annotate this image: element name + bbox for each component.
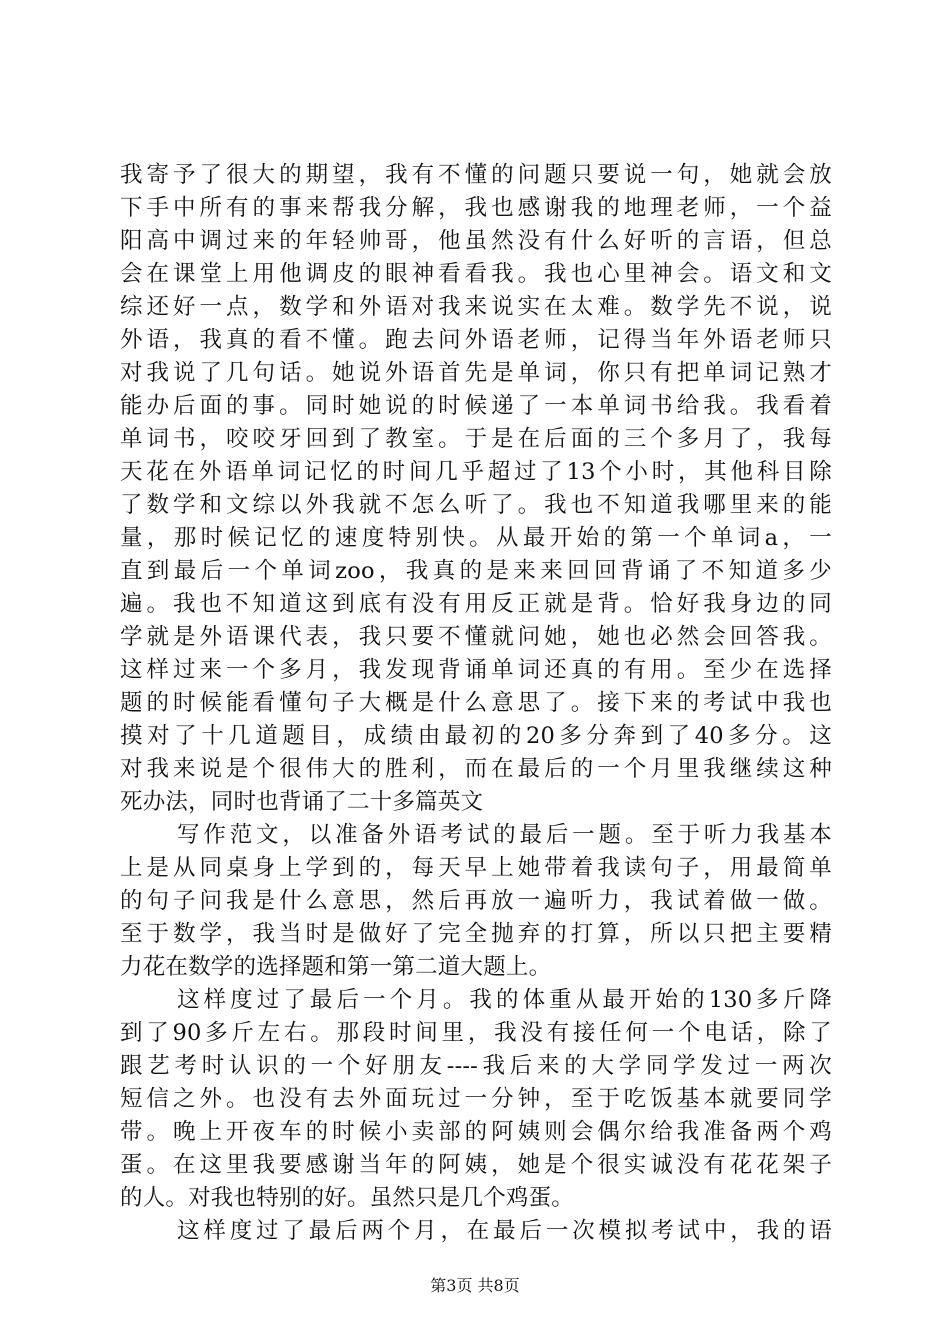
text-line: 量，那时候记忆的速度特别快。从最开始的第一个单词a，一 xyxy=(120,525,832,551)
text-line: 这样度过了最后两个月，在最后一次模拟考试中，我的语 xyxy=(177,1218,832,1244)
text-line: 蛋。在这里我要感谢当年的阿姨，她是个很实诚没有花花架子 xyxy=(120,1152,832,1178)
text-line: 至于数学，我当时是做好了完全抛弃的打算，所以只把主要精 xyxy=(120,921,832,947)
text-line: 写作范文，以准备外语考试的最后一题。至于听力我基本 xyxy=(177,822,832,848)
text-line: 的人。对我也特别的好。虽然只是几个鸡蛋。 xyxy=(120,1185,575,1211)
text-line: 能办后面的事。同时她说的时候递了一本单词书给我。我看着 xyxy=(120,393,832,419)
text-line: 到了90多斤左右。那段时间里，我没有接任何一个电话，除了 xyxy=(120,1020,832,1046)
text-line: 上是从同桌身上学到的，每天早上她带着我读句子，用最简单 xyxy=(120,855,832,881)
document-body xyxy=(120,159,832,1248)
text-line: 天花在外语单词记忆的时间几乎超过了13个小时，其他科目除 xyxy=(120,459,832,485)
text-line: 摸对了十几道题目，成绩由最初的20多分奔到了40多分。这 xyxy=(120,723,832,749)
text-line: 带。晚上开夜车的时候小卖部的阿姨则会偶尔给我准备两个鸡 xyxy=(120,1119,832,1145)
text-line: 学就是外语课代表，我只要不懂就问她，她也必然会回答我。 xyxy=(120,624,832,650)
text-line: 跟艺考时认识的一个好朋友----我后来的大学同学发过一两次 xyxy=(120,1053,832,1079)
text-line: 这样过来一个多月，我发现背诵单词还真的有用。至少在选择 xyxy=(120,657,832,683)
text-line: 题的时候能看懂句子大概是什么意思了。接下来的考试中我也 xyxy=(120,690,832,716)
text-line: 对我说了几句话。她说外语首先是单词，你只有把单词记熟才 xyxy=(120,360,832,386)
text-line: 阳高中调过来的年轻帅哥，他虽然没有什么好听的言语，但总 xyxy=(120,228,832,254)
text-line: 我寄予了很大的期望，我有不懂的问题只要说一句，她就会放 xyxy=(120,162,832,188)
text-line: 力花在数学的选择题和第一第二道大题上。 xyxy=(120,954,552,980)
text-line: 直到最后一个单词zoo，我真的是来来回回背诵了不知道多少 xyxy=(120,558,832,584)
text-line: 会在课堂上用他调皮的眼神看看我。我也心里神会。语文和文 xyxy=(120,261,832,287)
text-line: 遍。我也不知道这到底有没有用反正就是背。恰好我身边的同 xyxy=(120,591,832,617)
text-line: 外语，我真的看不懂。跑去问外语老师，记得当年外语老师只 xyxy=(120,327,832,353)
text-line: 下手中所有的事来帮我分解，我也感谢我的地理老师，一个益 xyxy=(120,195,832,221)
text-line: 了数学和文综以外我就不怎么听了。我也不知道我哪里来的能 xyxy=(120,492,832,518)
text-line: 对我来说是个很伟大的胜利，而在最后的一个月里我继续这种 xyxy=(120,756,832,782)
text-line: 的句子问我是什么意思，然后再放一遍听力，我试着做一做。 xyxy=(120,888,832,914)
text-line: 死办法，同时也背诵了二十多篇英文 xyxy=(120,789,484,815)
text-line: 单词书，咬咬牙回到了教室。于是在后面的三个多月了，我每 xyxy=(120,426,832,452)
text-line: 综还好一点，数学和外语对我来说实在太难。数学先不说，说 xyxy=(120,294,832,320)
page-footer: 第3页 共8页 xyxy=(430,1276,520,1295)
text-line: 短信之外。也没有去外面玩过一分钟，至于吃饭基本就要同学 xyxy=(120,1086,832,1112)
text-line: 这样度过了最后一个月。我的体重从最开始的130多斤降 xyxy=(177,987,832,1013)
